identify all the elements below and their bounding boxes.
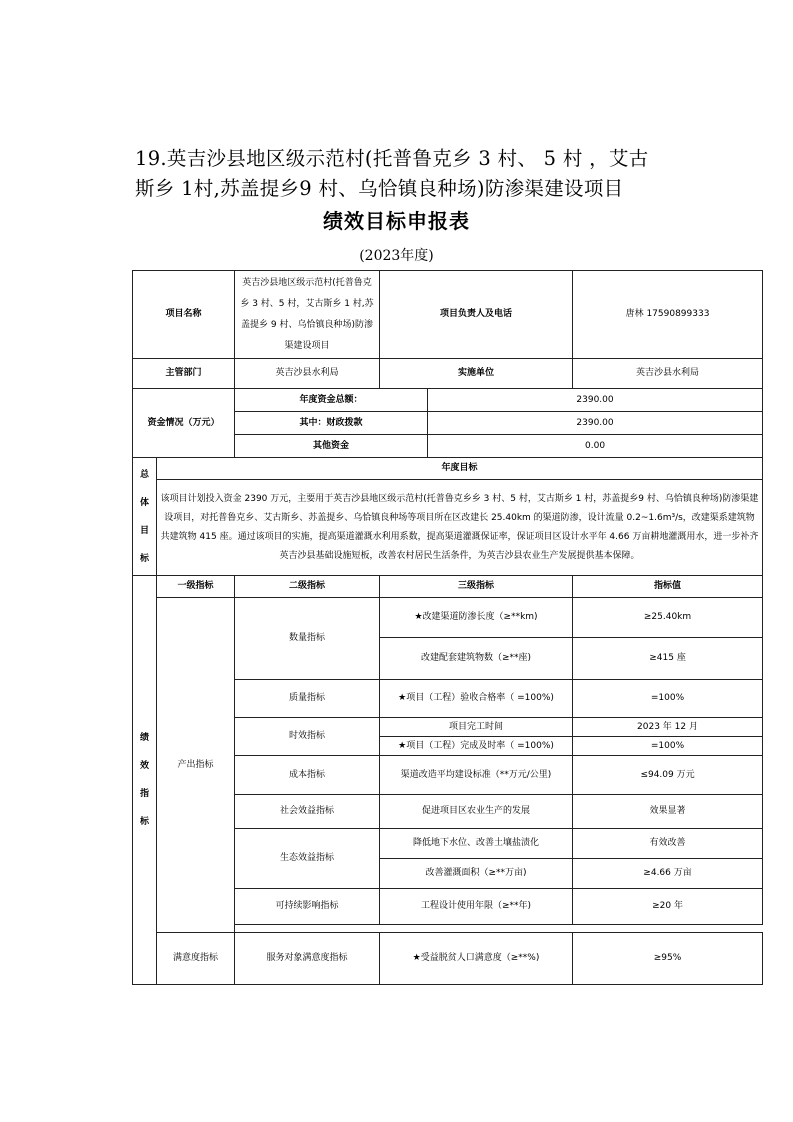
indicator-value: =100%: [573, 737, 763, 756]
indicator-value: 有效改善: [573, 829, 763, 859]
funds-other-value: 0.00: [428, 435, 763, 458]
annual-goal-text: 该项目计划投入资金 2390 万元，主要用于英吉沙县地区级示范村(托普鲁克乡乡 3 村、5 村，艾古斯乡 1 村，苏盖提乡9 村、乌恰镇良种场)防渗渠建设项目，对托普鲁克乡、艾古斯乡、苏盖提乡、乌恰镇良种场等项目所在区改建长 25.40km 的渠道防渗，设计流量 0.2~1.6m³/s，改建渠系建筑物共建筑物 415 座。通过该项目的实施，提高渠道灌溉水利用系数，提高渠道灌溉保证率，保证项目区设计水平年 4.66 万亩耕地灌溉用水，进一步补齐英吉沙县基础设施短板，改善农村居民生活条件，为英吉沙县农业生产发展提供基本保障。: [157, 480, 763, 576]
heading-line-2: 斯乡 1村,苏盖提乡9 村、乌恰镇良种场)防渗渠建设项目: [135, 177, 624, 200]
indicator-cell: 改建配套建筑物数（≥**座): [380, 638, 573, 680]
performance-form-table: [132, 270, 763, 985]
impl-unit-value: 英吉沙县水利局: [573, 359, 763, 389]
indicator-value: ≥20 年: [573, 889, 763, 925]
funds-fiscal-label: 其中：财政拨款: [235, 412, 428, 435]
group-name: 成本指标: [235, 756, 380, 795]
output-indicator-label: 产出指标: [157, 598, 235, 933]
indicator-cell: ★改建渠道防渗长度（≥**km): [380, 598, 573, 638]
project-contact-label: 项目负责人及电话: [380, 271, 573, 359]
group-name: 服务对象满意度指标: [235, 933, 380, 985]
group-name: 数量指标: [235, 598, 380, 680]
annual-goal-label: 年度目标: [157, 458, 763, 480]
indicator-cell: 促进项目区农业生产的发展: [380, 795, 573, 829]
header-value: 指标值: [573, 576, 763, 598]
indicator-value: ≥25.40km: [573, 598, 763, 638]
funds-total-value: 2390.00: [428, 389, 763, 412]
indicator-value: 2023 年 12 月: [573, 718, 763, 737]
indicator-cell: 渠道改造平均建设标准（**万元/公里): [380, 756, 573, 795]
indicator-cell: 工程设计使用年限（≥**年): [380, 889, 573, 925]
header-level-3: 三级指标: [380, 576, 573, 598]
group-name: 质量指标: [235, 680, 380, 718]
impl-unit-label: 实施单位: [380, 359, 573, 389]
indicator-cell: ★受益脱贫人口满意度（≥**%): [380, 933, 573, 985]
dept-value: 英吉沙县水利局: [235, 359, 380, 389]
satisfaction-indicator-label: 满意度指标: [157, 933, 235, 985]
group-name: 可持续影响指标: [235, 889, 380, 925]
funds-other-label: 其他资金: [235, 435, 428, 458]
group-name: 时效指标: [235, 718, 380, 756]
form-year: (2023年度): [359, 248, 434, 264]
funds-total-label: 年度资金总额：: [235, 389, 428, 412]
group-name: 生态效益指标: [235, 829, 380, 889]
group-name: 社会效益指标: [235, 795, 380, 829]
overall-goal-label: 总体 目标: [133, 458, 157, 576]
star-icon: ★: [414, 612, 423, 623]
indicator-cell: 改善灌溉面积（≥**万亩): [380, 859, 573, 889]
funds-fiscal-value: 2390.00: [428, 412, 763, 435]
star-icon: ★: [398, 740, 407, 751]
indicator-cell: 降低地下水位、改善土壤盐渍化: [380, 829, 573, 859]
indicator-value: ≥4.66 万亩: [573, 859, 763, 889]
indicator-value: ≥415 座: [573, 638, 763, 680]
document-heading: [135, 144, 695, 204]
indicator-cell: ★项目（工程）验收合格率（ =100%): [380, 680, 573, 718]
star-icon: ★: [412, 953, 421, 964]
form-title: 绩效目标申报表: [323, 209, 470, 233]
perf-indicator-label: 绩效 指标: [133, 576, 157, 985]
indicator-value: ≤94.09 万元: [573, 756, 763, 795]
indicator-value: =100%: [573, 680, 763, 718]
indicator-value: ≥95%: [573, 933, 763, 985]
indicator-cell: ★项目（工程）完成及时率（ =100%): [380, 737, 573, 756]
star-icon: ★: [398, 693, 407, 704]
funds-label: 资金情况（万元）: [133, 389, 235, 458]
project-name-value: 英吉沙县地区级示范村(托普鲁克乡 3 村、5 村，艾古斯乡 1 村,苏盖提乡 9 村、乌恰镇良种场)防渗渠建设项目: [235, 271, 380, 359]
dept-label: 主管部门: [133, 359, 235, 389]
project-contact-value: 唐林 17590899333: [573, 271, 763, 359]
header-level-2: 二级指标: [235, 576, 380, 598]
indicator-cell: 项目完工时间: [380, 718, 573, 737]
header-level-1: 一级指标: [157, 576, 235, 598]
indicator-value: 效果显著: [573, 795, 763, 829]
project-name-label: 项目名称: [133, 271, 235, 359]
heading-line-1: 19.英吉沙县地区级示范村(托普鲁克乡 3 村、 5 村 ，艾古: [135, 147, 649, 170]
